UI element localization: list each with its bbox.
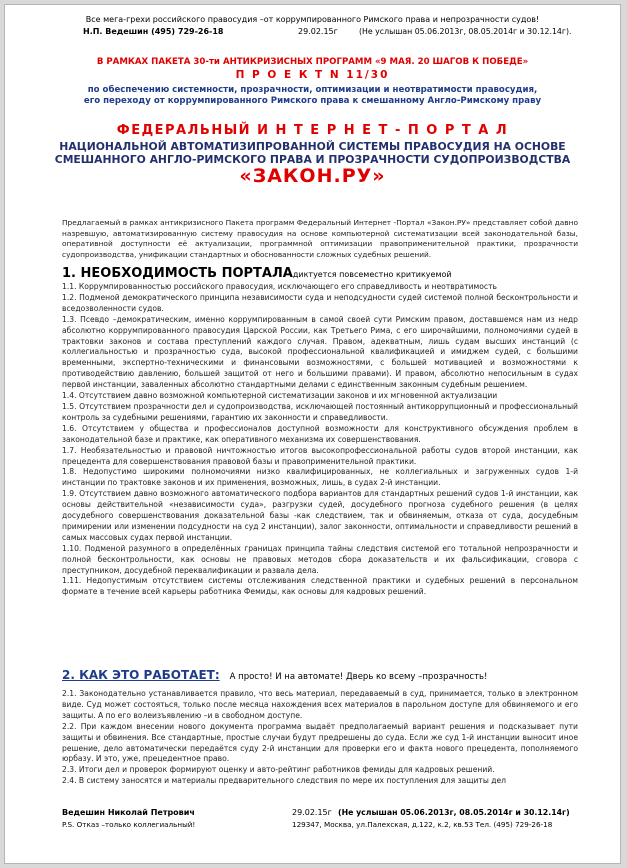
section-2-heading — [62, 668, 487, 682]
list-item: 1.10. Подменой разумного в определённых границах принципа тайны следствия системой его тотальной непрозрачности и полной бесконтрольности, как основы не правовых методов сбора доказательств и их фальсификации, сговора с преступником, досудебной переквалификации и развала дела. — [62, 543, 578, 575]
list-item: 2.3. Итоги дел и проверок формируют оценку и авто-рейтинг работников фемиды для кадровых решений. — [62, 765, 495, 775]
list-item: 1.5. Отсутствием прозрачности дел и судопроизводства, исключающей постоянный антикоррупционный и профессиональный контроль за судебными решениями, гарантию их законности и справедливости. — [62, 401, 578, 422]
list-item: 1.8. Недопустимо широкими полномочиями низко квалифицированных, не коллегиальных и загруженных судов 1-й инстанции по трактовке законов и их применения, возможных, лишь, в судах 2-й инстанции. — [62, 467, 578, 488]
section-2-title: 2. КАК ЭТО РАБОТАЕТ: — [62, 668, 220, 682]
portal-subtitle — [5, 140, 620, 166]
list-item: 1.3. Псевдо –демократическим, именно коррумпированным в самой своей сути Римским правом, доставшемся нам из недр абсолютно коррумпированного правосудия Царской России, как Третьего Рима, с его широчайшими, полномочиями судей в трактовки законов и состава преступлений каждого случая. Правом, адекватным, лишь судам высших инстанций (с коллегиальностью и прозрачностью суда, высокой профессиональной квалификацией и имиджем судей, с большими временными, экспертно-техническими и финансовыми возможностями, с большей мотивацией и возможностями к противодействию давлению, большей защитой от него и большими правами). И правом, абсолютно непосильным в судах первой инстанции, заваленных абсолютно стандартными делами с единственным законным судебным решением. — [62, 314, 578, 390]
intro-paragraph: Предлагаемый в рамках антикризисного Пакета программ Федеральный Интернет -Портал «Закон.РУ» представляет собой давно назревшую, автоматизированную систему правосудия на основе компьютерной систематизации всей законодательной базы, оперативной доступности её актуализации, программной оптимизации правоприменительной практики, прозрачности судопроизводства, унификации стандартных и обоснованности сложных судебных решений. — [62, 218, 578, 259]
project-subtitle — [5, 85, 620, 107]
portal-title: ФЕДЕРАЛЬНЫЙ И Н Т Е Р Н Е Т - П О Р Т А Л — [116, 123, 509, 138]
list-item: 1.9. Отсутствием давно возможного автоматического подбора вариантов для стандартных решений судов 1-й инстанции, как основы действительной «независимости суда», разгрузки судей, досудебного прогноза судебного решения (в целях досудебного совершенствования доказательной базы -как следствием, так и обвиняемым, отказа от суда, досудебным примирении или изменении подсудности на суд 2 инстанции), залог законности, оптимальности и справедливости решений в самых массовых судах первой инстанции. — [62, 489, 578, 542]
section-1-list — [62, 282, 578, 598]
section-2-list — [62, 689, 578, 787]
project-subtitle-line-2: его переходу от коррумпированного Римского права к смешанному Англо-Римскому праву — [83, 96, 542, 106]
footer-name: Ведешин Николай Петрович — [62, 808, 195, 817]
section-2-note: А просто! И на автомате! Дверь ко всему –прозрачность! — [229, 672, 488, 682]
section-1-heading — [62, 266, 452, 281]
list-item: 1.6. Отсутствием у общества и профессионалов доступной возможности для конструктивного обсуждения проблем в законодательной базе и практике, как оперативного механизма их совершенствования. — [62, 423, 578, 444]
portal-subtitle-line-1: НАЦИОНАЛЬНОЙ АВТОМАТИЗИПРОВАННОЙ СИСТЕМЫ ПРАВОСУДИЯ НА ОСНОВЕ — [59, 140, 566, 153]
list-item: 1.4. Отсутствием давно возможной компьютерной систематизации законов и их мгновенной актуализации — [62, 391, 498, 401]
footer-not-heard: (Не услышан 05.06.2013г, 08.05.2014г и 30.12.14г) — [338, 808, 570, 817]
header-slogan: Все мега-грехи российского правосудия –от коррумпированного Римского права и непрозрачности судов! — [85, 15, 540, 24]
list-item: 2.1. Законодательно устанавливается правило, что весь материал, передаваемый в суд, принимается, только в электронном виде. Суд может состояться, только после месяца нахождения всех материалов в парольном доступе для обвиняемого и его защиты. А по его волеизъявлению –и в свободном доступе. — [62, 689, 578, 720]
list-item: 1.2. Подменой демократического принципа независимости суда и неподсудности судей системой полной бесконтрольности и вседозволенности судов. — [62, 292, 578, 313]
header-not-heard: (Не услышан 05.06.2013г, 08.05.2014г и 30.12.14г). — [359, 27, 572, 36]
footer-ps: P.S. Отказ –только коллегиальный! — [62, 820, 196, 829]
document-page — [4, 4, 621, 864]
footer-date: 29.02.15г — [292, 808, 332, 817]
list-item: 2.4. В систему заносятся и материалы предварительного следствия по мере их поступления для защиты дел — [62, 776, 507, 786]
section-1-title: 1. НЕОБХОДИМОСТЬ ПОРТАЛА — [62, 266, 293, 281]
list-item: 2.2. При каждом внесении нового документа программа выдаёт предполагаемый вариант решения и подсказывает пути защиты и обвинения. Все стандартные, простые случаи будут предрешены до суда. Если же суд 1-й инстанции выносит иное решение, дело автоматически передаётся суду 2-й инстанции для проверки его и факта нового прецедента, пополняемого юрбазу. И это, уже, прецедентное право. — [62, 721, 578, 764]
package-title: В РАМКАХ ПАКЕТА 30-ти АНТИКРИЗИСНЫХ ПРОГРАММ «9 МАЯ. 20 ШАГОВ К ПОБЕДЕ» — [96, 57, 529, 67]
list-item: 1.7. Необязательностью и правовой ничтожностью итогов высокопрофессиональной работы судов второй инстанции, как прецедента для совершенствования правовой базы и правоприменительной практики. — [62, 445, 578, 466]
project-subtitle-line-1: по обеспечению системности, прозрачности, оптимизации и неотвратимости правосудия, — [87, 85, 538, 95]
list-item: 1.1. Коррумпированностью российского правосудия, исключающего его справедливость и неотвратимость — [62, 282, 498, 291]
header-author: Н.П. Ведешин (495) 729-26-18 — [83, 27, 224, 36]
footer-address: 129347, Москва, ул.Палехская, д.122, к.2, кв.53 Тел. (495) 729-26-18 — [292, 820, 553, 829]
project-number: П Р О Е К Т N 11/30 — [235, 69, 390, 81]
section-1-note: диктуется повсеместно критикуемой — [292, 270, 452, 279]
portal-subtitle-line-2: СМЕШАННОГО АНГЛО-РИМСКОГО ПРАВА И ПРОЗРАЧНОСТИ СУДОПРОИЗВОДСТВА — [54, 153, 571, 166]
list-item: 1.11. Недопустимым отсутствием системы отслеживания следственной практики и судебных решений в персональном формате в течение всей карьеры работника Фемиды, как основы для кадровых решений. — [62, 576, 578, 597]
header-date: 29.02.15г — [298, 27, 338, 36]
portal-name: «ЗАКОН.РУ» — [239, 165, 386, 187]
